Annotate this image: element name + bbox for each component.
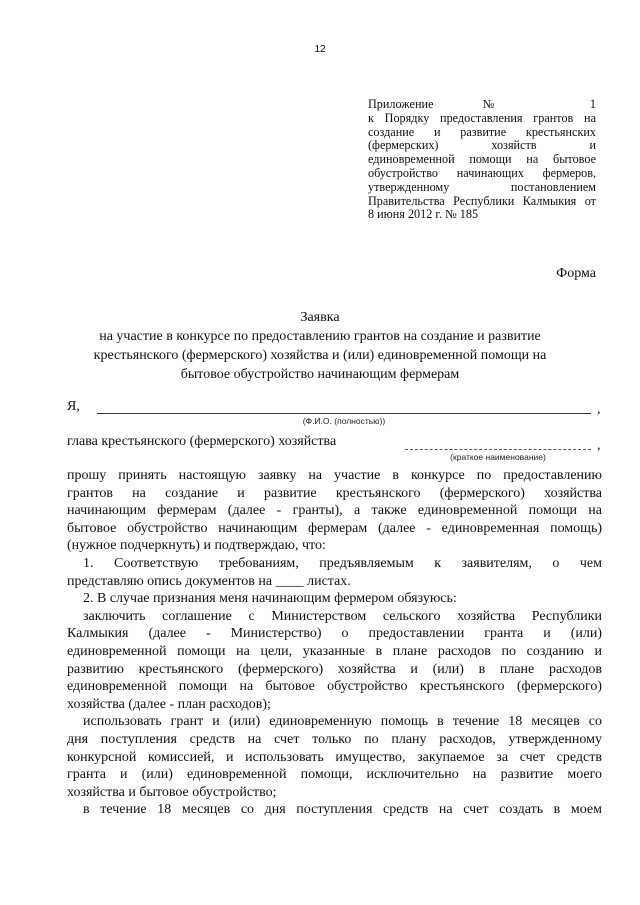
appendix-line: Приложение № 1 [368,97,596,111]
body-line: (нужное подчеркнуть) и подтверждаю, что: [67,538,326,554]
body-line: 1. Соответствую требованиям, предъявляемым к заявителям, о чем [83,555,602,571]
title-line: крестьянского (фермерского) хозяйства и (или) единовременной помощи на [93,348,547,363]
body-line: заключить соглашение с Министерством сельского хозяйства Республики [83,608,602,624]
body-line: 2. В случае признания меня начинающим фермером обязуюсь: [83,591,457,607]
body-line: развитию крестьянского (фермерского) хозяйства и (или) в плане расходов [67,661,602,677]
appendix-note [368,98,596,222]
body-line: хозяйства и бытовое обустройство; [67,784,277,800]
body-line: грантов на создание и развитие крестьянского (фермерского) хозяйства [67,485,602,501]
farm-name-field-line [405,449,591,450]
body-line: единовременной помощи на цели, указанные в плане расходов по созданию и [67,643,602,659]
appendix-line: 8 июня 2012 г. № 185 [368,207,479,222]
body-line: единовременной помощи на бытовое обустройство крестьянского (фермерского) [67,679,602,695]
body-line: прошу принять настоящую заявку на участие в конкурсе по предоставлению [67,468,602,483]
body-line: использовать грант и (или) единовременную помощь в течение 18 месяцев со [83,714,602,730]
appendix-line: (фермерских) хозяйств и [368,138,596,153]
body-line: конкурсной комиссией, и использовать имущество, закупаемое за счет средств [67,749,602,765]
appendix-line: Правительства Республики Калмыкия от [368,193,596,208]
appendix-line: к Порядку предоставления грантов на [368,110,596,125]
head-of-farm-label: глава крестьянского (фермерского) хозяйства [67,434,337,449]
farm-name-comma: , [597,438,601,453]
fio-comma: , [597,402,601,417]
form-label: Форма [556,266,596,281]
body-line: гранта и (или) единовременной помощи, исключительно на развитие моего [67,767,602,783]
fio-caption: (Ф.И.О. (полностью)) [302,416,386,426]
title-line: бытовое обустройство начинающим фермерам [180,367,460,382]
body-line: начинающим фермерам (далее - гранты), а также единовременной помощи на [67,503,602,519]
appendix-line: обустройство начинающих фермеров, [368,165,596,180]
document-title [40,308,600,384]
body-line: в течение 18 месяцев со дня поступления средств на счет создать в моем [83,802,602,818]
body-line: бытовое обустройство начинающим фермерам (далее - единовременная помощь) [67,520,602,536]
title-heading: Заявка [300,310,340,325]
body-line: дня поступления средств на счет только по плану расходов, утвержденному [67,731,602,747]
appendix-line: единовременной помощи на бытовое [368,152,596,167]
title-line: на участие в конкурсе по предоставлению грантов на создание и развитие [99,329,541,344]
appendix-line: создание и развитие крестьянских [368,124,596,139]
applicant-label: Я, [67,399,80,414]
application-body [67,467,602,819]
body-line: хозяйства (далее - план расходов); [67,696,271,712]
farm-name-caption: (краткое наименование) [450,452,546,462]
page-number: 12 [314,44,326,55]
appendix-line: утвержденному постановлением [368,179,596,194]
fio-field-line [97,413,591,414]
body-line: представляю опись документов на ____ листах. [67,573,351,589]
body-line: Калмыкия (далее - Министерство) о предоставлении гранта и (или) [67,626,602,642]
